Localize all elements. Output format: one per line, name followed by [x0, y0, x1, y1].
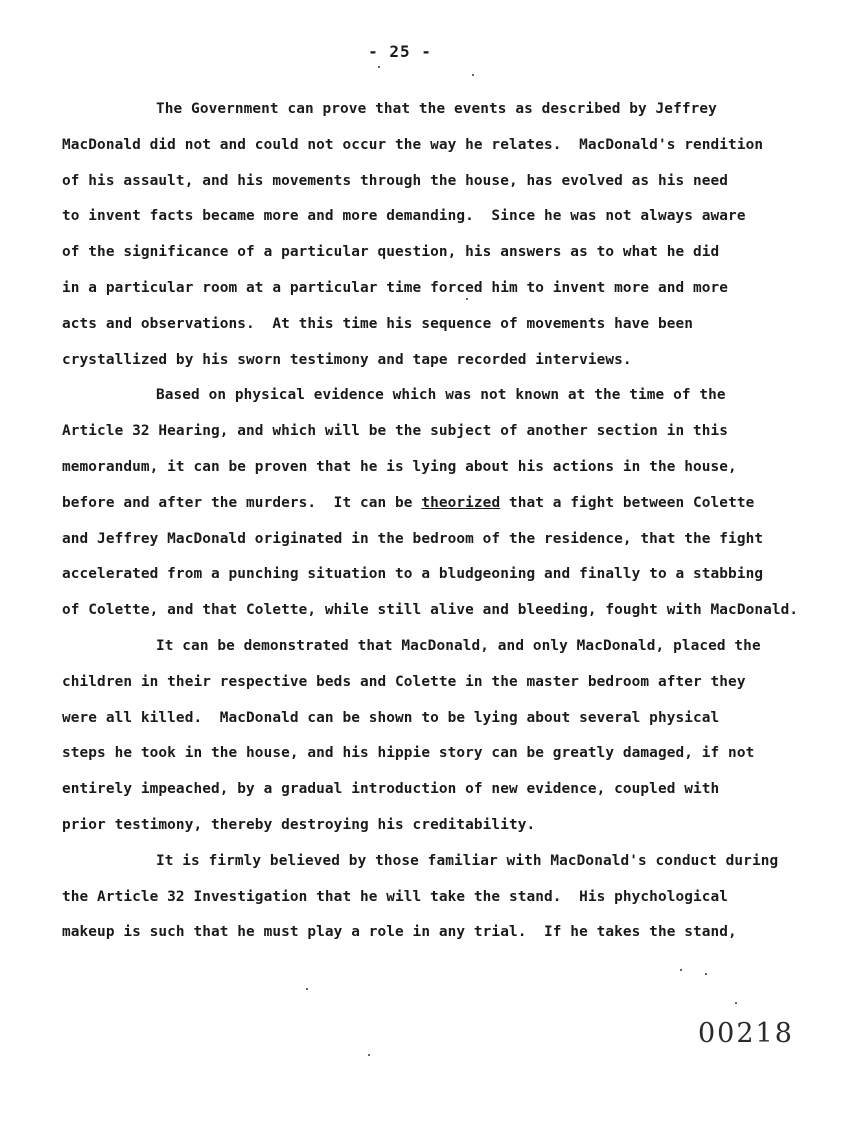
scan-speck [378, 66, 380, 68]
paragraph-3-line-4: steps he took in the house, and his hippie story can be greatly damaged, if not [62, 745, 755, 762]
scan-speck [705, 973, 707, 975]
paragraph-2-line-6: accelerated from a punching situation to a bludgeoning and finally to a stabbing [62, 566, 764, 583]
paragraph-3-line-1: It can be demonstrated that MacDonald, and only MacDonald, placed the [156, 637, 761, 654]
paragraph-4-line-1: It is firmly believed by those familiar with MacDonald's conduct during [156, 852, 779, 869]
paragraph-3-line-3: were all killed. MacDonald can be shown to be lying about several physical [62, 709, 720, 726]
underlined-word: theorized [421, 494, 501, 511]
page-number: - 25 - [368, 42, 432, 61]
scan-speck [466, 298, 468, 300]
paragraph-2-line-7: of Colette, and that Colette, while still alive and bleeding, fought with MacDonald. [62, 602, 799, 619]
scan-speck [368, 1054, 370, 1056]
paragraph-1-line-2: MacDonald did not and could not occur the way he relates. MacDonald's rendition [62, 136, 764, 153]
paragraph-2-line-5: and Jeffrey MacDonald originated in the bedroom of the residence, that the fight [62, 530, 764, 547]
paragraph-1-line-1: The Government can prove that the events as described by Jeffrey [156, 101, 717, 117]
paragraph-1-line-6: in a particular room at a particular time forced him to invent more and more [62, 279, 729, 296]
paragraph-1-line-4: to invent facts became more and more demanding. Since he was not always aware [62, 208, 746, 225]
document-id-number: 00218 [698, 1018, 794, 1049]
paragraph-2-line-2: Article 32 Hearing, and which will be the subject of another section in this [62, 423, 729, 440]
scan-speck [306, 988, 308, 990]
scan-speck [680, 969, 682, 971]
paragraph-2-line-1: Based on physical evidence which was not known at the time of the [156, 387, 726, 404]
paragraph-1-line-8: crystallized by his sworn testimony and tape recorded interviews. [62, 351, 632, 368]
paragraph-3-line-2: children in their respective beds and Colette in the master bedroom after they [62, 673, 746, 690]
paragraph-2-line-4-start: before and after the murders. It can be [62, 494, 422, 511]
paragraph-1-line-3: of his assault, and his movements through the house, has evolved as his need [62, 172, 729, 189]
paragraph-2-line-4-end: that a fight between Colette [500, 494, 755, 511]
document-body [62, 92, 822, 951]
paragraph-2-line-4 [62, 486, 822, 522]
paragraph-2-line-3: memorandum, it can be proven that he is lying about his actions in the house, [62, 458, 737, 475]
paragraph-1-line-7: acts and observations. At this time his sequence of movements have been [62, 315, 693, 332]
paragraph-1-line-5: of the significance of a particular question, his answers as to what he did [62, 244, 720, 261]
paragraph-4-line-2: the Article 32 Investigation that he will take the stand. His phychological [62, 888, 729, 905]
scan-speck [472, 74, 474, 76]
paragraph-3-line-5: entirely impeached, by a gradual introduction of new evidence, coupled with [62, 781, 720, 798]
paragraph-3-line-6: prior testimony, thereby destroying his creditability. [62, 816, 536, 833]
paragraph-4-line-3: makeup is such that he must play a role in any trial. If he takes the stand, [62, 924, 737, 941]
scan-speck [735, 1002, 737, 1004]
